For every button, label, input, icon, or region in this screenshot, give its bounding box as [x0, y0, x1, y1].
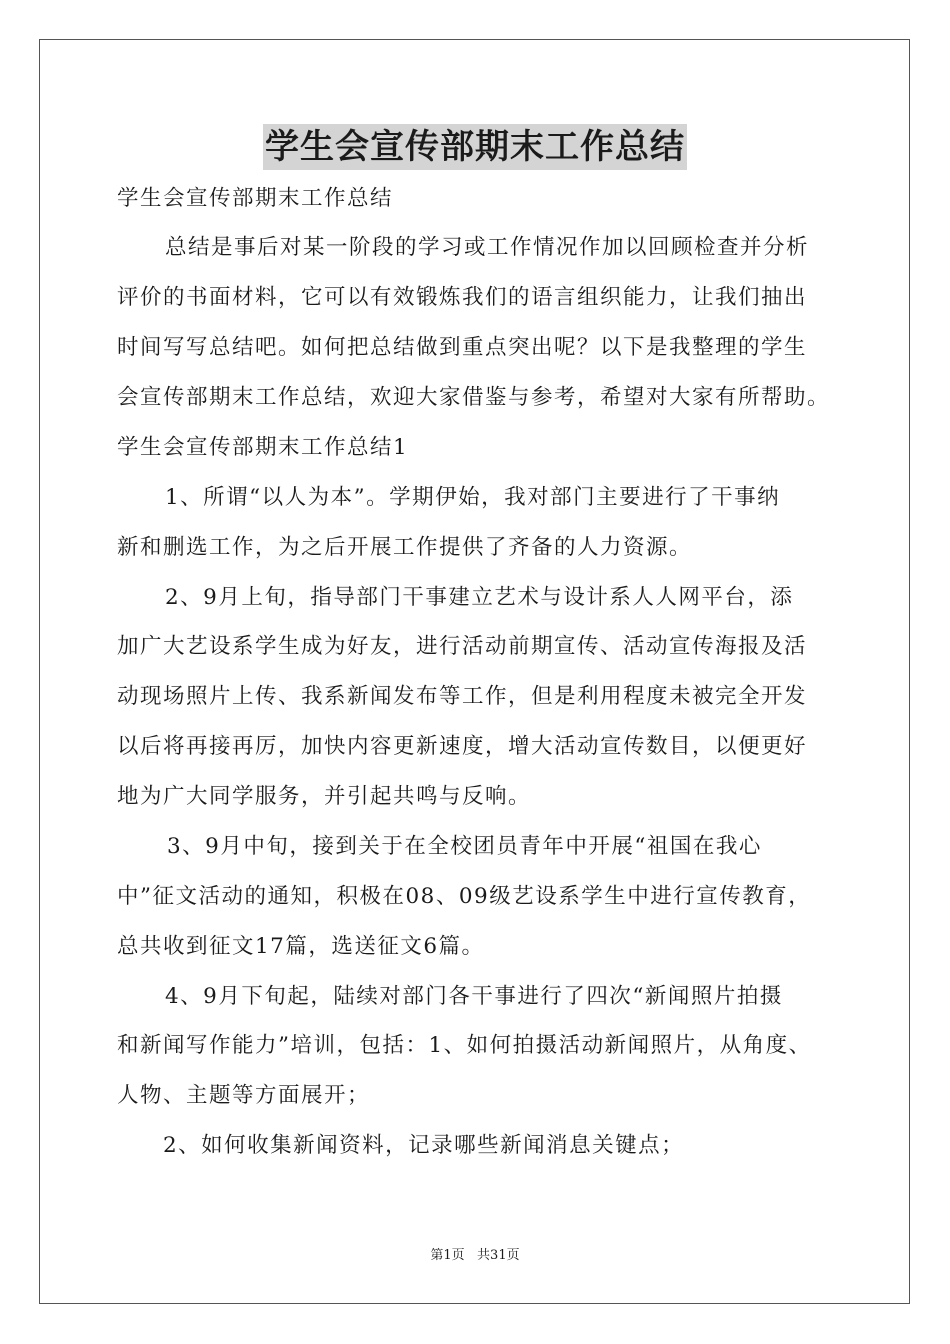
- page-border: [39, 39, 910, 1304]
- paragraph-line: 中”征文活动的通知，积极在08、09级艺设系学生中进行宣传教育，: [117, 884, 812, 909]
- paragraph-line: 3、9月中旬，接到关于在全校团员青年中开展“祖国在我心: [167, 834, 762, 859]
- paragraph-line: 4、9月下旬起，陆续对部门各干事进行了四次“新闻照片拍摄: [165, 984, 783, 1009]
- paragraph-line: 地为广大同学服务，并引起共鸣与反响。: [117, 784, 532, 809]
- paragraph-line: 时间写写总结吧。如何把总结做到重点突出呢？以下是我整理的学生: [117, 335, 808, 360]
- paragraph-line: 总共收到征文17篇，选送征文6篇。: [117, 934, 485, 959]
- paragraph-line: 动现场照片上传、我系新闻发布等工作，但是利用程度未被完全开发: [117, 684, 808, 709]
- paragraph-line: 1、所谓“以人为本”。学期伊始，我对部门主要进行了干事纳: [165, 485, 781, 510]
- document-title: 学生会宣传部期末工作总结: [263, 124, 687, 170]
- title-container: [0, 124, 950, 170]
- subtitle-line: 学生会宣传部期末工作总结: [117, 186, 394, 211]
- paragraph-line: 人物、主题等方面展开；: [117, 1083, 371, 1108]
- section-heading: 学生会宣传部期末工作总结1: [117, 435, 409, 460]
- paragraph-line: 2、如何收集新闻资料，记录哪些新闻消息关键点；: [163, 1133, 685, 1158]
- paragraph-line: 和新闻写作能力”培训，包括：1、如何拍摄活动新闻照片，从角度、: [117, 1033, 812, 1058]
- paragraph-line: 评价的书面材料，它可以有效锻炼我们的语言组织能力，让我们抽出: [117, 285, 808, 310]
- paragraph-line: 以后将再接再厉，加快内容更新速度，增大活动宣传数目，以便更好: [117, 734, 808, 759]
- paragraph-line: 2、9月上旬，指导部门干事建立艺术与设计系人人网平台，添: [165, 585, 794, 610]
- paragraph-line: 新和删选工作，为之后开展工作提供了齐备的人力资源。: [117, 535, 693, 560]
- page-footer: 第1页 共31页: [430, 1248, 520, 1263]
- paragraph-line: 会宣传部期末工作总结，欢迎大家借鉴与参考，希望对大家有所帮助。: [117, 385, 831, 410]
- paragraph-line: 总结是事后对某一阶段的学习或工作情况作加以回顾检查并分析: [165, 235, 810, 260]
- paragraph-line: 加广大艺设系学生成为好友，进行活动前期宣传、活动宣传海报及活: [117, 634, 808, 659]
